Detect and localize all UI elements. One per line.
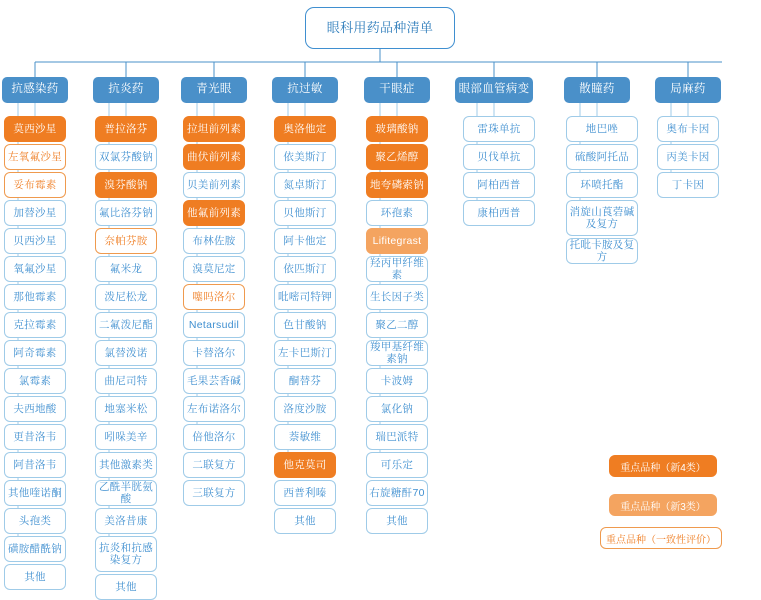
drug-node[interactable]: 酮替芬 <box>274 368 336 394</box>
drug-node[interactable]: 硫酸阿托品 <box>566 144 638 170</box>
root-node: 眼科用药品种清单 <box>305 7 455 49</box>
drug-node[interactable]: 依匹斯汀 <box>274 256 336 282</box>
drug-node[interactable]: 贝西沙星 <box>4 228 66 254</box>
drug-node[interactable]: 阿奇霉素 <box>4 340 66 366</box>
drug-node[interactable]: 卡波姆 <box>366 368 428 394</box>
drug-node[interactable]: 其他 <box>366 508 428 534</box>
drug-node[interactable]: 其他 <box>95 574 157 600</box>
drug-node[interactable]: 其他喹诺酮 <box>4 480 66 506</box>
drug-node[interactable]: 瑞巴派特 <box>366 424 428 450</box>
drug-node[interactable]: 地塞米松 <box>95 396 157 422</box>
drug-node[interactable]: 美洛昔康 <box>95 508 157 534</box>
drug-node[interactable]: 其他激素类 <box>95 452 157 478</box>
drug-node[interactable]: 奥洛他定 <box>274 116 336 142</box>
category-header-1[interactable]: 抗感染药 <box>2 77 68 103</box>
drug-node[interactable]: 消旋山莨菪碱及复方 <box>566 200 638 236</box>
drug-node[interactable]: 磺胺醋酰钠 <box>4 536 66 562</box>
drug-node[interactable]: 二联复方 <box>183 452 245 478</box>
drug-node[interactable]: 色甘酸钠 <box>274 312 336 338</box>
drug-node[interactable]: 洛度沙胺 <box>274 396 336 422</box>
drug-node[interactable]: 地巴唑 <box>566 116 638 142</box>
category-header-6[interactable]: 眼部血管病变 <box>455 77 533 103</box>
drug-node[interactable]: 泼尼松龙 <box>95 284 157 310</box>
drug-node[interactable]: 莫西沙星 <box>4 116 66 142</box>
drug-node[interactable]: 依美斯汀 <box>274 144 336 170</box>
drug-node[interactable]: 萘敏维 <box>274 424 336 450</box>
drug-node[interactable]: 普拉洛芬 <box>95 116 157 142</box>
drug-node[interactable]: 右旋糖酐70 <box>366 480 428 506</box>
drug-node[interactable]: 毛果芸香碱 <box>183 368 245 394</box>
drug-node[interactable]: 氧氟沙星 <box>4 256 66 282</box>
legend-item-2: 重点品种（新3类） <box>609 494 717 516</box>
drug-node[interactable]: 氟比洛芬钠 <box>95 200 157 226</box>
drug-node[interactable]: 环孢素 <box>366 200 428 226</box>
drug-node[interactable]: 丁卡因 <box>657 172 719 198</box>
drug-node[interactable]: 贝他斯汀 <box>274 200 336 226</box>
drug-node[interactable]: 头孢类 <box>4 508 66 534</box>
drug-node[interactable]: 氯霉素 <box>4 368 66 394</box>
drug-node[interactable]: 那他霉素 <box>4 284 66 310</box>
category-header-8[interactable]: 局麻药 <box>655 77 721 103</box>
drug-node[interactable]: 聚乙烯醇 <box>366 144 428 170</box>
drug-node[interactable]: 布林佐胺 <box>183 228 245 254</box>
drug-node[interactable]: 三联复方 <box>183 480 245 506</box>
drug-node[interactable]: 夫西地酸 <box>4 396 66 422</box>
category-header-5[interactable]: 干眼症 <box>364 77 430 103</box>
category-header-7[interactable]: 散瞳药 <box>564 77 630 103</box>
drug-node[interactable]: 克拉霉素 <box>4 312 66 338</box>
drug-node[interactable]: 羧甲基纤维素钠 <box>366 340 428 366</box>
drug-node[interactable]: 妥布霉素 <box>4 172 66 198</box>
drug-node[interactable]: 曲伏前列素 <box>183 144 245 170</box>
drug-node[interactable]: 其他 <box>4 564 66 590</box>
drug-node[interactable]: 氯替泼诺 <box>95 340 157 366</box>
drug-node[interactable]: 西普利嗪 <box>274 480 336 506</box>
drug-node[interactable]: 噻吗洛尔 <box>183 284 245 310</box>
drug-node[interactable]: 倍他洛尔 <box>183 424 245 450</box>
drug-node[interactable]: 贝美前列素 <box>183 172 245 198</box>
drug-node[interactable]: 托吡卡胺及复方 <box>566 238 638 264</box>
drug-node[interactable]: 拉坦前列素 <box>183 116 245 142</box>
drug-node[interactable]: 左氧氟沙星 <box>4 144 66 170</box>
drug-node[interactable]: 加替沙星 <box>4 200 66 226</box>
drug-node[interactable]: 康柏西普 <box>463 200 535 226</box>
drug-node[interactable]: 卡替洛尔 <box>183 340 245 366</box>
drug-node[interactable]: 乙酰半胱氨酸 <box>95 480 157 506</box>
drug-node[interactable]: 奈帕芬胺 <box>95 228 157 254</box>
drug-node[interactable]: 其他 <box>274 508 336 534</box>
drug-node[interactable]: 丙美卡因 <box>657 144 719 170</box>
drug-node[interactable]: 曲尼司特 <box>95 368 157 394</box>
drug-node[interactable]: Lifitegrast <box>366 228 428 254</box>
drug-node[interactable]: 溴芬酸钠 <box>95 172 157 198</box>
drug-node[interactable]: 吡嘧司特钾 <box>274 284 336 310</box>
drug-node[interactable]: 他克莫司 <box>274 452 336 478</box>
drug-node[interactable]: 阿卡他定 <box>274 228 336 254</box>
drug-node[interactable]: 奥布卡因 <box>657 116 719 142</box>
drug-node[interactable]: 溴莫尼定 <box>183 256 245 282</box>
drug-node[interactable]: 可乐定 <box>366 452 428 478</box>
drug-node[interactable]: 他氟前列素 <box>183 200 245 226</box>
drug-node[interactable]: Netarsudil <box>183 312 245 338</box>
drug-node[interactable]: 生长因子类 <box>366 284 428 310</box>
drug-node[interactable]: 氮卓斯汀 <box>274 172 336 198</box>
drug-node[interactable]: 阿柏西普 <box>463 172 535 198</box>
drug-node[interactable]: 更昔洛韦 <box>4 424 66 450</box>
drug-node[interactable]: 环喷托酯 <box>566 172 638 198</box>
drug-node[interactable]: 氯化钠 <box>366 396 428 422</box>
legend-item-1: 重点品种（新4类） <box>609 455 717 477</box>
category-header-4[interactable]: 抗过敏 <box>272 77 338 103</box>
drug-node[interactable]: 抗炎和抗感染复方 <box>95 536 157 572</box>
drug-node[interactable]: 双氯芬酸钠 <box>95 144 157 170</box>
drug-node[interactable]: 聚乙二醇 <box>366 312 428 338</box>
drug-node[interactable]: 阿昔洛韦 <box>4 452 66 478</box>
drug-node[interactable]: 左布诺洛尔 <box>183 396 245 422</box>
legend-item-3: 重点品种（一致性评价） <box>600 527 722 549</box>
drug-node[interactable]: 吲哚美辛 <box>95 424 157 450</box>
drug-node[interactable]: 贝伐单抗 <box>463 144 535 170</box>
drug-node[interactable]: 雷珠单抗 <box>463 116 535 142</box>
drug-node[interactable]: 羟丙甲纤维素 <box>366 256 428 282</box>
category-header-3[interactable]: 青光眼 <box>181 77 247 103</box>
drug-node[interactable]: 地夸磷索钠 <box>366 172 428 198</box>
drug-node[interactable]: 二氟泼尼酯 <box>95 312 157 338</box>
drug-node[interactable]: 左卡巴斯汀 <box>274 340 336 366</box>
category-header-2[interactable]: 抗炎药 <box>93 77 159 103</box>
drug-node[interactable]: 氟米龙 <box>95 256 157 282</box>
drug-node[interactable]: 玻璃酸钠 <box>366 116 428 142</box>
